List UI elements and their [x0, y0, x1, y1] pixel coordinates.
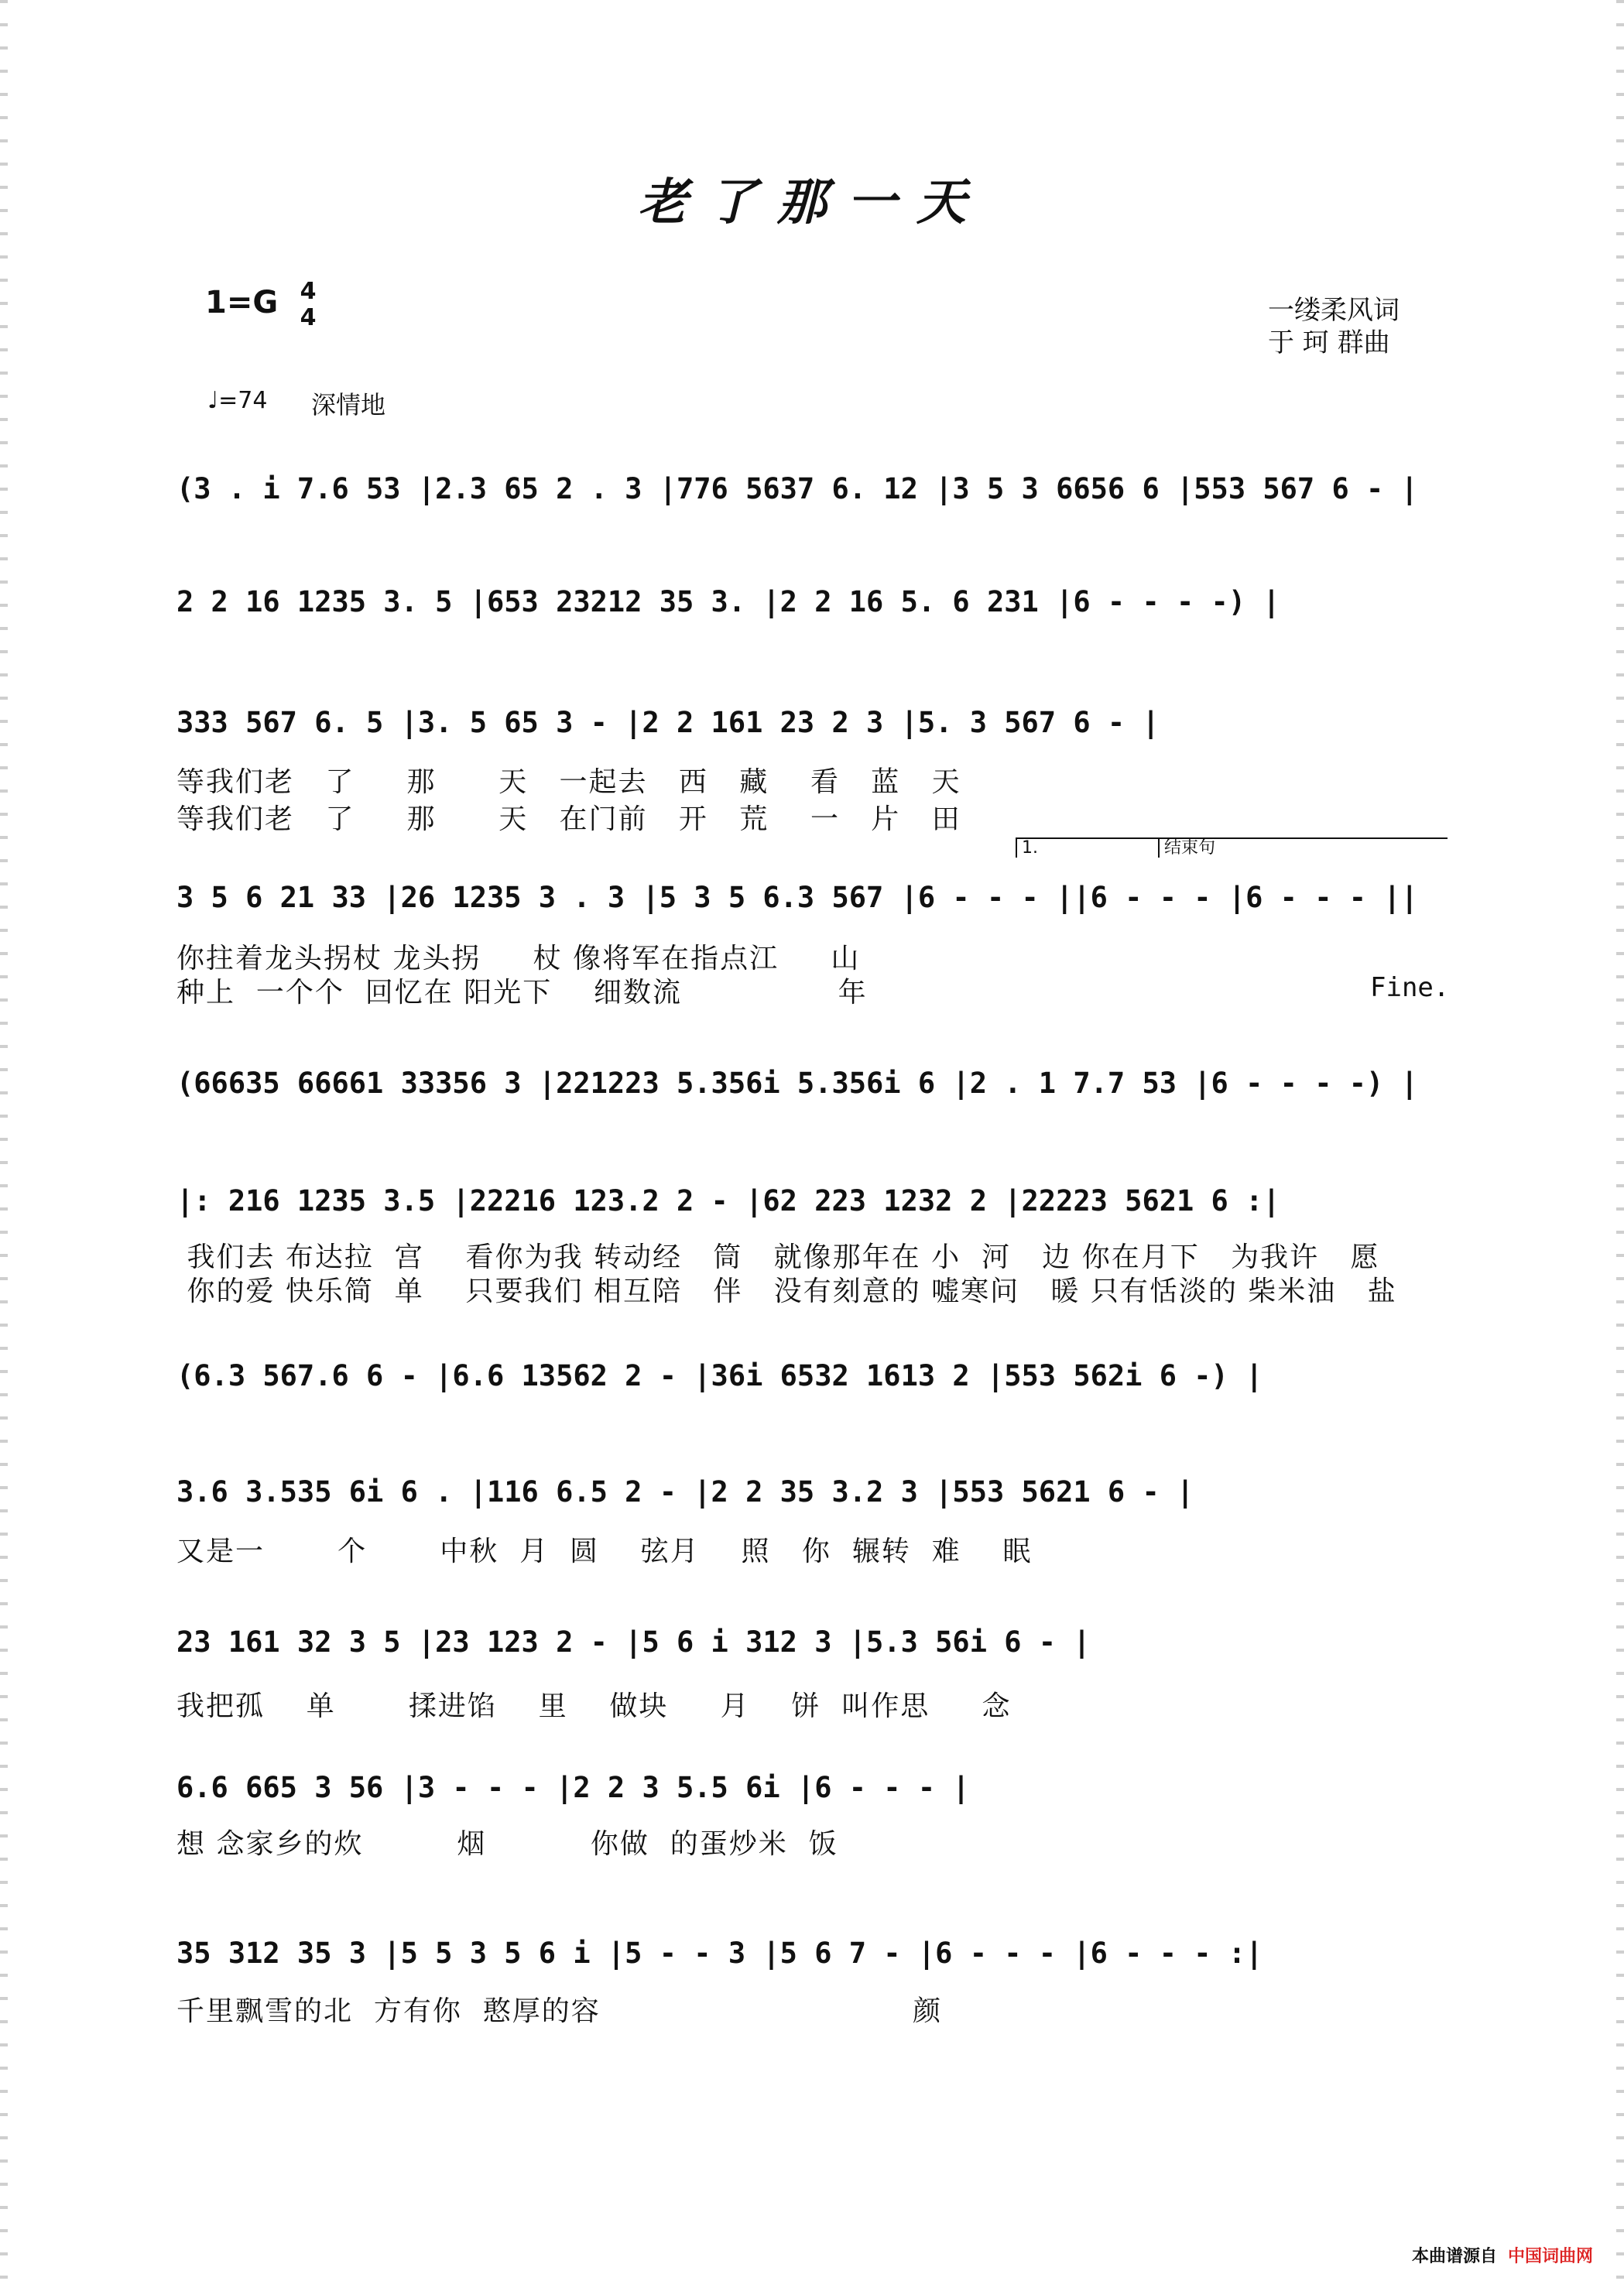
time-sig-top: 4	[300, 278, 317, 305]
tempo-mark: ♩=74	[207, 387, 268, 414]
lyric-line-3b: 等我们老 了 那 天 在门前 开 荒 一 片 田	[176, 803, 961, 835]
notation-line-11: 35 312 35 3 |5 5 3 5 6 i |5 - - 3 |5 6 7 - |6 - - - |6 - - - :|	[176, 1937, 1263, 1970]
source-footer	[1412, 2243, 1593, 2267]
song-title: 老了那一天	[638, 173, 986, 231]
notation-line-4: 3 5 6 21 33 |26 1235 3 . 3 |5 3 5 6.3 567 |6 - - - ||6 - - - |6 - - - ||	[176, 881, 1418, 914]
fine-mark: Fine.	[1370, 972, 1450, 1003]
time-sig-bottom: 4	[300, 304, 317, 331]
notation-line-1: (3 . i 7.6 53 |2.3 65 2 . 3 |776 5637 6. 12 |3 5 3 6656 6 |553 567 6 - |	[176, 472, 1418, 505]
key-signature	[205, 285, 278, 320]
expression-mark: 深情地	[311, 390, 386, 420]
volta-ending: 结束句	[1158, 837, 1448, 858]
left-edge-strip	[0, 0, 8, 2281]
time-signature	[296, 279, 320, 331]
notation-line-7: (6.3 567.6 6 - |6.6 13562 2 - |36i 6532 1613 2 |553 562i 6 -) |	[176, 1359, 1263, 1392]
lyric-line-4b: 种上 一个个 回忆在 阳光下 细数流 年	[176, 977, 868, 1009]
lyricist: 一缕柔风词	[1268, 295, 1400, 326]
source-site: 中国词曲网	[1507, 2247, 1593, 2266]
composer: 于 珂 群曲	[1268, 327, 1390, 358]
notation-line-9: 23 161 32 3 5 |23 123 2 - |5 6 i 312 3 |5.3 56i 6 - |	[176, 1625, 1091, 1659]
lyric-line-4a: 你拄着龙头拐杖 龙头拐 杖 像将军在指点江 山	[176, 943, 861, 974]
credits	[1268, 294, 1400, 359]
right-edge-strip	[1616, 0, 1624, 2281]
lyric-line-3a: 等我们老 了 那 天 一起去 西 藏 看 蓝 天	[176, 766, 961, 798]
lyric-line-8: 又是一 个 中秋 月 圆 弦月 照 你 辗转 难 眠	[176, 1536, 1033, 1567]
lyric-line-6a: 我们去 布达拉 宫 看你为我 转动经 筒 就像那年在 小 河 边 你在月下 为我许 愿	[176, 1242, 1380, 1273]
notation-line-8: 3.6 3.535 6i 6 . |116 6.5 2 - |2 2 35 3.2 3 |553 5621 6 - |	[176, 1475, 1194, 1509]
lyric-line-6b: 你的爱 快乐简 单 只要我们 相互陪 伴 没有刻意的 嘘寒问 暖 只有恬淡的 柴米油 盐	[176, 1276, 1397, 1307]
notation-line-10: 6.6 665 3 56 |3 - - - |2 2 3 5.5 6i |6 - - - |	[176, 1771, 970, 1804]
notation-line-6: |: 216 1235 3.5 |22216 123.2 2 - |62 223 1232 2 |22223 5621 6 :|	[176, 1184, 1280, 1218]
notation-line-2: 2 2 16 1235 3. 5 |653 23212 35 3. |2 2 16 5. 6 231 |6 - - - -) |	[176, 585, 1280, 618]
lyric-line-10: 想 念家乡的炊 烟 你做 的蛋炒米 饭	[176, 1828, 838, 1860]
lyric-line-9: 我把孤 单 揉进馅 里 做块 月 饼 叫作思 念	[176, 1690, 1012, 1722]
key-text: 1=G	[205, 285, 279, 320]
lyric-line-11: 千里飘雪的北 方有你 憨厚的容 颜	[176, 1995, 943, 2027]
notation-line-5: (66635 66661 33356 3 |221223 5.356i 5.356i 6 |2 . 1 7.7 53 |6 - - - -) |	[176, 1067, 1418, 1100]
source-label: 本曲谱源自	[1411, 2247, 1497, 2266]
volta-1: 1.	[1016, 837, 1161, 858]
notation-line-3: 333 567 6. 5 |3. 5 65 3 - |2 2 161 23 2 3 |5. 3 567 6 - |	[176, 706, 1160, 739]
